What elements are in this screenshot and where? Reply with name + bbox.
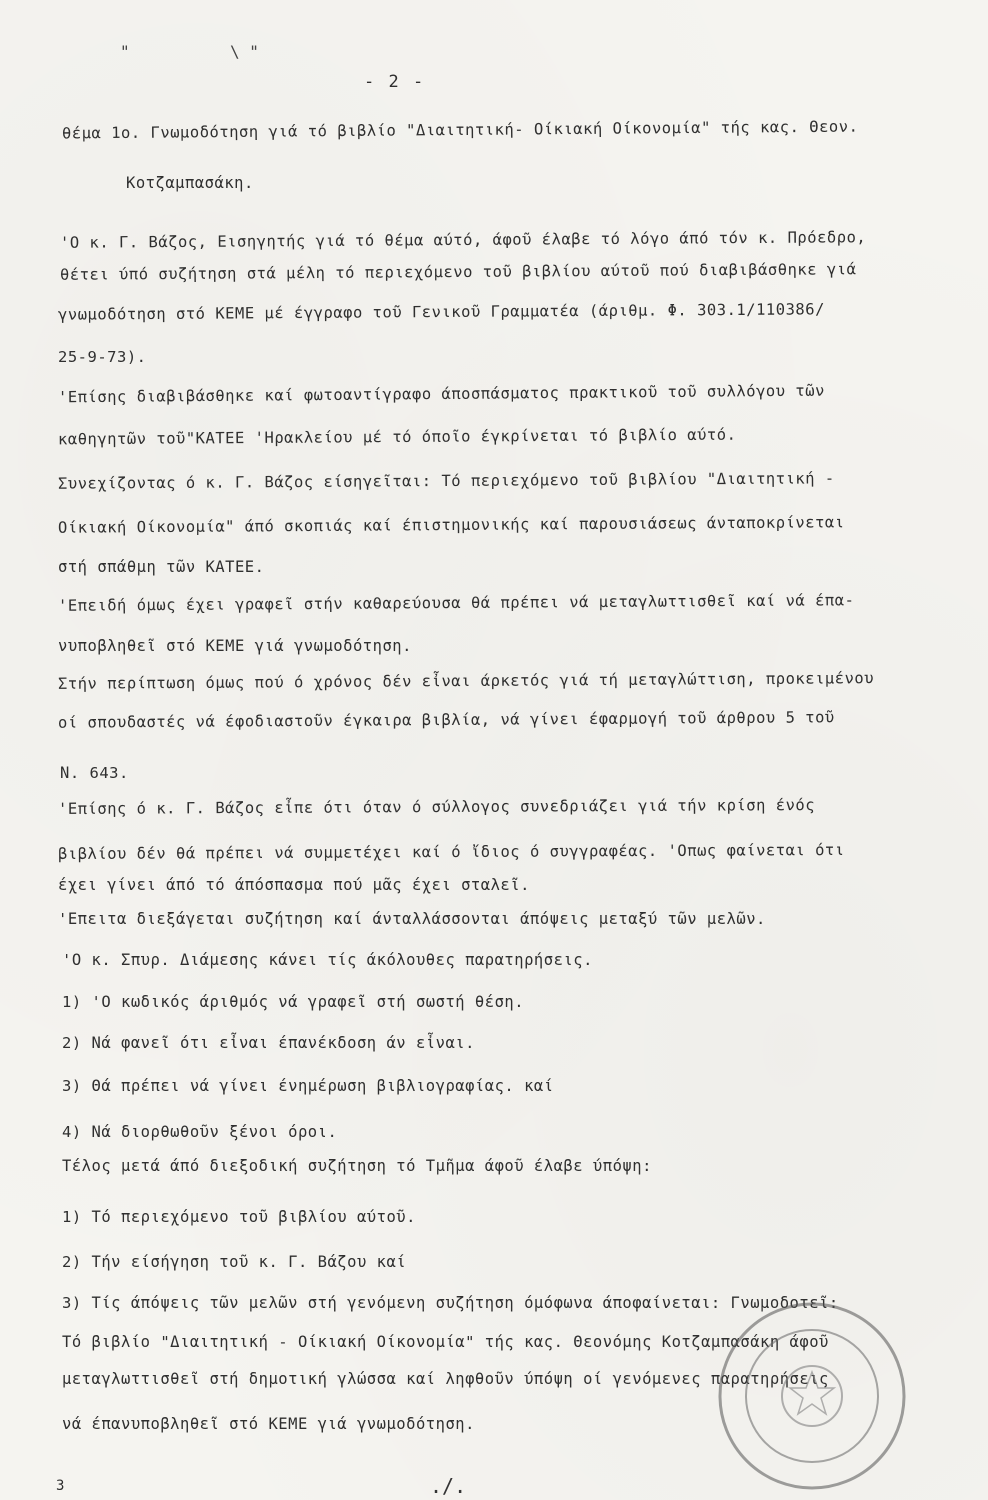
text-line-13: νυποβληθεῖ στό ΚΕΜΕ γιά γνωμοδότηση. (58, 637, 412, 655)
text-line-31: μεταγλωττισθεῖ στή δημοτική γλώσσα καί ληφθοῦν ύπόψη οί γενόμενες παρατηρήσεις (62, 1370, 829, 1388)
text-line-25: 4) Νά διορθωθοῦν ξένοι όροι. (62, 1123, 338, 1141)
top-mark-right: \ " (230, 42, 259, 61)
text-line-11: στή σπάθμη τῶν ΚΑΤΕΕ. (58, 558, 265, 576)
text-line-6: 25-9-73). (58, 348, 147, 366)
text-line-9: Συνεχίζοντας ό κ. Γ. Βάζος είσηγεῖται: Τό περιεχόμενο τοῦ βιβλίου "Διαιτητική - (57, 469, 835, 493)
continuation-mark: ./. (430, 1474, 467, 1498)
page-number: - 2 - (364, 72, 426, 92)
text-line-17: 'Επίσης ό κ. Γ. Βάζος εἶπε ότι όταν ό σύλλογος συνεδριάζει γιά τήν κρίση ένός (57, 796, 816, 818)
bottom-left-mark: 3 (56, 1478, 65, 1494)
text-line-12: 'Επειδή όμως έχει γραφεῖ στήν καθαρεύουσα θά πρέπει νά μεταγλωττισθεῖ καί νά έπα- (57, 591, 855, 615)
text-line-3: 'Ο κ. Γ. Βάζος, Εισηγητής γιά τό θέμα αύτό, άφοῦ έλαβε τό λόγο άπό τόν κ. Πρόεδρο, (59, 228, 867, 252)
text-line-10: Οίκιακή Οίκονομία" άπό σκοπιάς καί έπιστημονικής καί παρουσιάσεως άνταποκρίνεται (57, 513, 845, 537)
text-line-21: 'Ο κ. Σπυρ. Διάμεσης κάνει τίς άκόλουθες παρατηρήσεις. (62, 951, 593, 969)
text-line-1: θέμα 1ο. Γνωμοδότηση γιά τό βιβλίο "Διαιτητική- Οίκιακή Οίκονομία" τής κας. Θεον. (61, 117, 859, 143)
text-line-22: 1) 'Ο κωδικός άριθμός νά γραφεῖ στή σωστή θέση. (62, 993, 525, 1011)
text-line-2: Κοτζαμπασάκη. (126, 174, 254, 192)
top-mark-left: " (120, 42, 130, 61)
text-line-5: γνωμοδότηση στό ΚΕΜΕ μέ έγγραφο τοῦ Γενικοῦ Γραμματέα (άριθμ. Φ. 303.1/110386/ (57, 300, 825, 324)
text-line-16: Ν. 643. (60, 764, 129, 782)
official-seal-stamp (712, 1296, 912, 1496)
text-line-20: 'Επειτα διεξάγεται συζήτηση καί άνταλλάσσονται άπόψεις μεταξύ τῶν μελῶν. (58, 910, 766, 928)
text-line-32: νά έπανυποβληθεῖ στό ΚΕΜΕ γιά γνωμοδότηση. (62, 1415, 475, 1433)
text-line-4: θέτει ύπό συζήτηση στά μέλη τό περιεχόμενο τοῦ βιβλίου αύτοῦ πού διαβιβάσθηκε γιά (59, 260, 857, 284)
text-line-8: καθηγητῶν τοῦ"ΚΑΤΕΕ 'Ηρακλείου μέ τό όποῖο έγκρίνεται τό βιβλίο αύτό. (57, 425, 737, 449)
text-line-27: 1) Τό περιεχόμενο τοῦ βιβλίου αύτοῦ. (62, 1208, 416, 1226)
text-line-23: 2) Νά φανεῖ ότι εἶναι έπανέκδοση άν εἶναι. (62, 1034, 475, 1052)
text-line-7: 'Επίσης διαβιβάσθηκε καί φωτοαντίγραφο άποσπάσματος πρακτικοῦ τοῦ συλλόγου τῶν (57, 381, 825, 407)
text-line-14: Στήν περίπτωση όμως πού ό χρόνος δέν εἶναι άρκετός γιά τή μεταγλώττιση, προκειμένου (57, 669, 875, 693)
text-line-19: έχει γίνει άπό τό άπόσπασμα πού μᾶς έχει σταλεῖ. (58, 876, 530, 894)
text-line-18: βιβλίου δέν θά πρέπει νά συμμετέχει καί ό ἴδιος ό συγγραφέας. 'Οπως φαίνεται ότι (57, 840, 845, 864)
text-line-26: Τέλος μετά άπό διεξοδική συζήτηση τό Τμῆμα άφοῦ έλαβε ύπόψη: (62, 1157, 652, 1175)
text-line-30: Τό βιβλίο "Διαιτητική - Οίκιακή Οίκονομία" τής κας. Θεονόμης Κοτζαμπασάκη άφοῦ (62, 1333, 829, 1351)
text-line-24: 3) Θά πρέπει νά γίνει ένημέρωση βιβλιογραφίας. καί (62, 1077, 554, 1095)
text-line-15: οί σπουδαστές νά έφοδιαστοῦν έγκαιρα βιβλία, νά γίνει έφαρμογή τοῦ άρθρου 5 τοῦ (57, 708, 835, 732)
text-line-29: 3) Τίς άπόψεις τῶν μελῶν στή γενόμενη συζήτηση όμόφωνα άποφαίνεται: Γνωμοδοτεῖ: (62, 1294, 839, 1312)
text-line-28: 2) Τήν είσήγηση τοῦ κ. Γ. Βάζου καί (62, 1253, 407, 1271)
